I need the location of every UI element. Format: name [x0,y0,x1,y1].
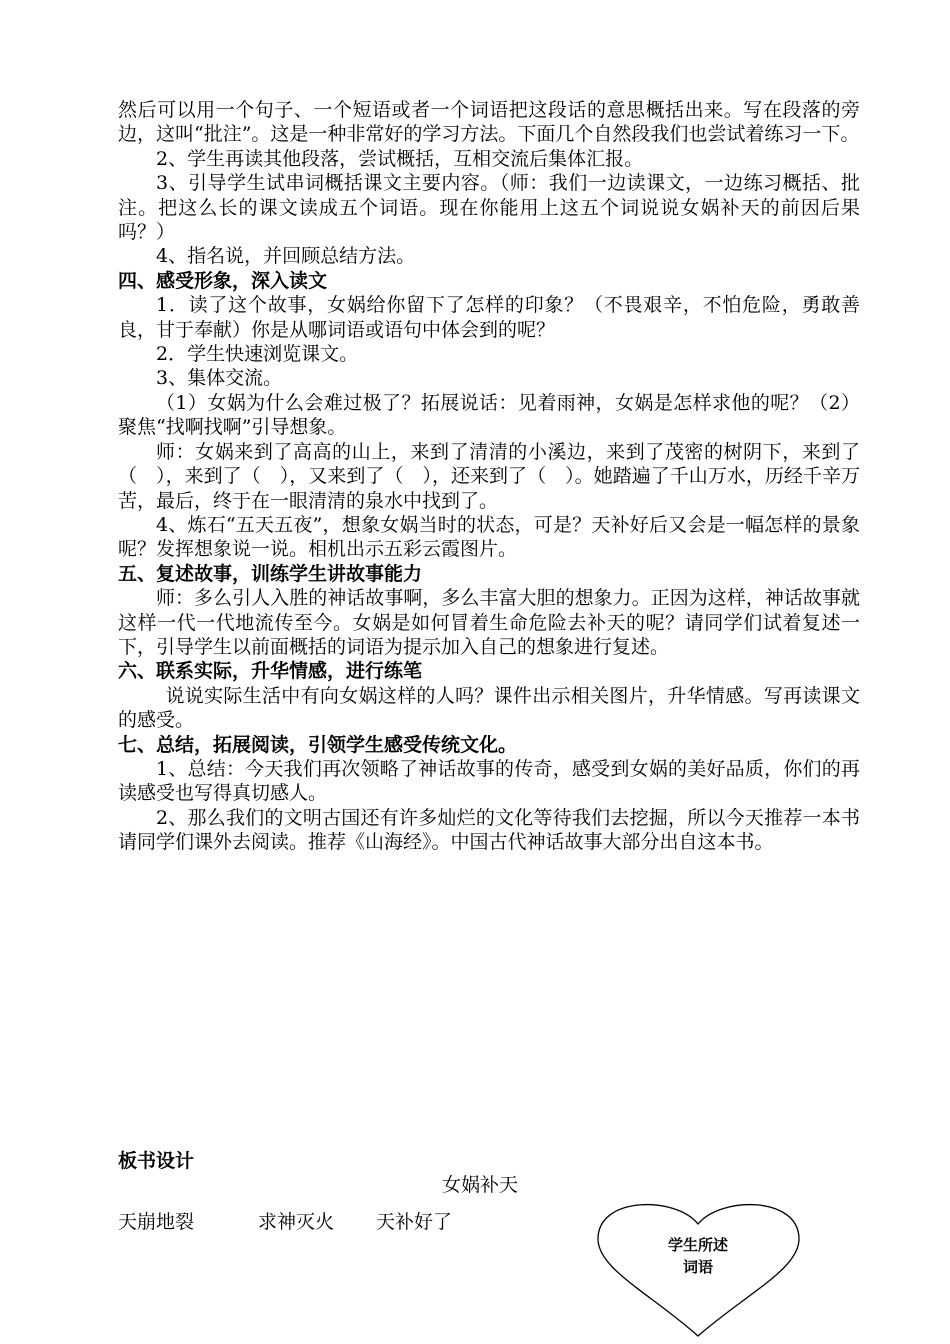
board-keyword: 天补好了 [376,1211,453,1233]
heart-label-line: 学生所述 [667,1236,728,1254]
paragraph: 师：女娲来到了高高的山上，来到了清清的小溪边，来到了茂密的树阴下，来到了（ ），来到了（ ），又来到了（ ），还来到了（ ）。她踏遍了千山万水，历经千辛万苦，最后，终于在一眼清清的泉水中找到了。 [118,440,860,512]
section-heading: 七、总结，拓展阅读，引领学生感受传统文化。 [118,733,518,756]
paragraph: 说说实际生活中有向女娲这样的人吗？课件出示相关图片，升华情感。写再读课文的感受。 [118,684,860,732]
paragraph: 3、引导学生试串词概括课文主要内容。（师：我们一边读课文，一边练习概括、批注。把这么长的课文读成五个词语。现在你能用上这五个词说说女娲补天的前因后果吗？） [118,172,860,244]
board-design-heading: 板书设计 [118,1150,195,1172]
paragraph: 2、学生再读其他段落，尝试概括，互相交流后集体汇报。 [156,147,644,170]
paragraph: 师：多么引人入胜的神话故事啊，多么丰富大胆的想象力。正因为这样，神话故事就这样一代一代地流传至今。女娲是如何冒着生命危险去补天的呢？请同学们试着复述一下，引导学生以前面概括的词语为提示加入自己的想象进行复述。 [118,587,860,658]
paragraph: 2、那么我们的文明古国还有许多灿烂的文化等待我们去挖掘，所以今天推荐一本书请同学们课外去阅读。推荐《山海经》。中国古代神话故事大部分出自这本书。 [118,806,860,854]
heart-label-line: 词语 [682,1258,713,1276]
paragraph: （1）女娲为什么会难过极了？拓展说话：见着雨神，女娲是怎样求他的呢？（2）聚焦“找啊找啊”引导想象。 [118,391,860,439]
board-keyword: 求神灭火 [258,1211,335,1233]
paragraph: 4、指名说，并回顾总结方法。 [156,245,416,268]
section-heading: 六、联系实际，升华情感，进行练笔 [118,660,423,683]
board-title: 女娲补天 [442,1174,519,1196]
paragraph: 1．读了这个故事，女娲给你留下了怎样的印象？（不畏艰辛，不怕危险，勇敢善良，甘于奉献）你是从哪词语或语句中体会到的呢？ [118,294,860,341]
document-body [118,98,860,855]
paragraph: 4、炼石“五天五夜”，想象女娲当时的状态，可是？天补好后又会是一幅怎样的景象呢？发挥想象说一说。相机出示五彩云霞图片。 [118,513,860,561]
paragraph: 2．学生快速浏览课文。 [156,343,359,366]
heart-label [640,1234,756,1278]
section-heading: 四、感受形象，深入读文 [118,269,328,292]
board-keyword: 天崩地裂 [118,1211,195,1233]
paragraph: 3、集体交流。 [156,367,283,390]
paragraph: 然后可以用一个句子、一个短语或者一个词语把这段话的意思概括出来。写在段落的旁边，这叫“批注”。这是一种非常好的学习方法。下面几个自然段我们也尝试着练习一下。 [118,99,860,146]
board-keywords [118,1207,452,1234]
paragraph: 1、总结：今天我们再次领略了神话故事的传奇，感受到女娲的美好品质，你们的再读感受也写得真切感人。 [118,757,860,805]
section-heading: 五、复述故事，训练学生讲故事能力 [118,562,423,585]
